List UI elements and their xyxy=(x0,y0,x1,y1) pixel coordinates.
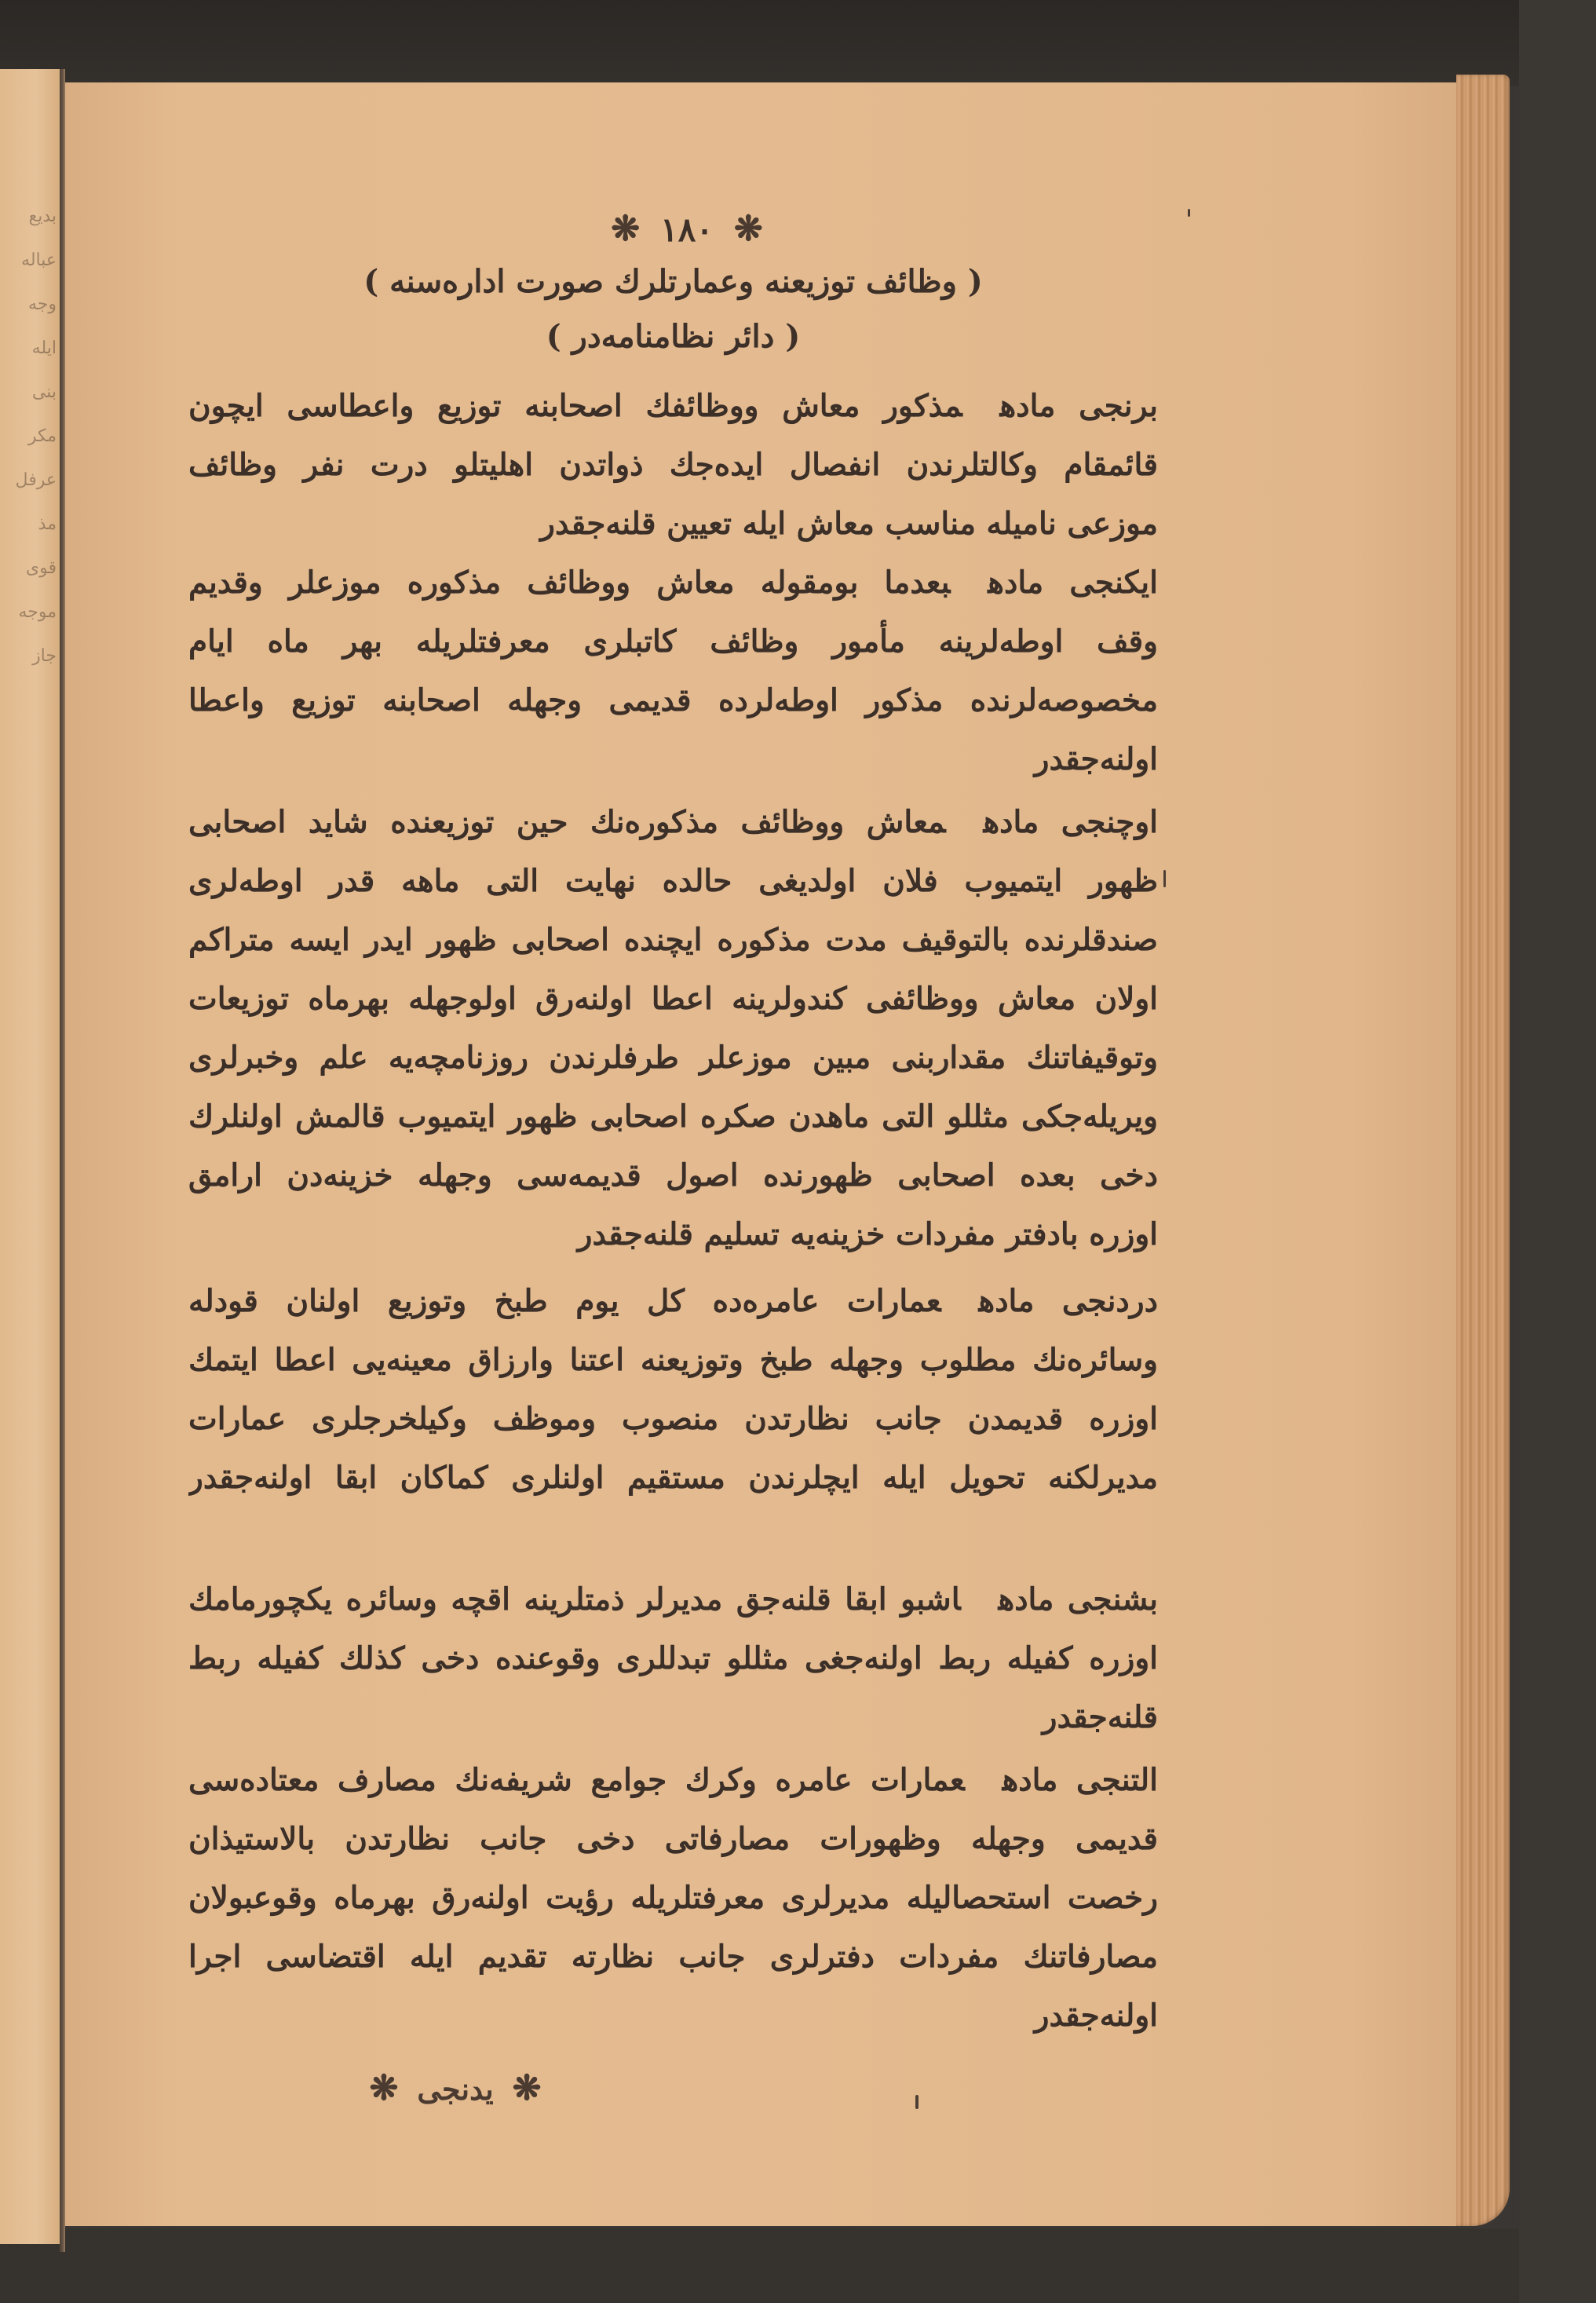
article-text-line: عمارات عامرەده كل یوم طبخ وتوزیع اولنان قودله xyxy=(188,1283,941,1319)
bleed-word: وجه xyxy=(27,294,57,314)
bleed-word: عرفل xyxy=(15,470,57,490)
article-text-line: وقف اوطەلرینه مأمور وظائف كاتبلری معرفتلریله بهر ماه ایام xyxy=(188,623,1158,660)
catchword: یدنجی xyxy=(417,2071,494,2107)
bleed-word: قوی xyxy=(25,558,57,578)
stray-mark xyxy=(915,2095,919,2109)
article-5 xyxy=(188,1570,1158,1747)
regulation-subtitle: ( دائر نظامنامەدر ) xyxy=(546,318,801,355)
article-text-line: معاش ووظائف مذكورەنك حین توزیعنده شاید اصحابی xyxy=(188,804,946,840)
article-text-line: عمارات عامره وكرك جوامع شریفەنك مصارف معتادەسی xyxy=(188,1762,965,1798)
book-gutter xyxy=(60,69,65,2252)
article-label: التنجی ماده xyxy=(1002,1762,1158,1798)
bleed-word: جاز xyxy=(32,646,57,666)
previous-page-text-bleed xyxy=(2,195,57,678)
bleed-word: بدیع xyxy=(28,207,57,226)
bleed-word: بنی xyxy=(31,382,57,402)
bleed-word: موجه xyxy=(18,602,57,622)
article-text-line: ویریلەجكی مثللو التی ماهدن صكرە اصحابی ظهور ایتمیوب قالمش اولنلرك xyxy=(188,1098,1158,1135)
article-label: بشنجی ماده xyxy=(998,1581,1158,1618)
article-text-line: اولنەجقدر xyxy=(1034,741,1158,777)
article-2 xyxy=(188,554,1158,789)
stray-mark xyxy=(1188,209,1190,217)
ornament-left-icon: ❋ xyxy=(369,2068,399,2108)
scanner-background-right xyxy=(1519,0,1596,2303)
article-text-line: اوزره كفیله ربط اولنەجغی مثللو تبدللری وقوعنده دخی كذلك كفیله ربط xyxy=(188,1640,1158,1676)
article-text-line: قلنەجقدر xyxy=(1042,1699,1158,1735)
ornament-right-icon: ❋ xyxy=(733,209,763,249)
article-text-line: اولنەجقدر xyxy=(1034,1998,1158,2034)
article-4 xyxy=(188,1272,1158,1508)
article-text-line: مخصوصەلرنده مذكور اوطەلرده قدیمی وجهله اصحابنه توزیع واعطا xyxy=(188,682,1158,718)
article-text-line: مذكور معاش ووظائفك اصحابنه توزیع واعطاسی ایچون xyxy=(188,388,962,424)
article-text-line: وتوقیفاتنك مقداربنی مبین موزعلر طرفلرندن روزنامچەیه علم وخبرلری xyxy=(188,1040,1158,1076)
ornament-right-icon: ❋ xyxy=(512,2068,542,2108)
article-text-line: اولان معاش ووظائفی كندولرینه اعطا اولنەرق اولوجهله بهرماه توزیعات xyxy=(188,981,1158,1017)
article-text-line: رخصت استحصالیله مدیرلری معرفتلریله رؤیت اولنەرق بهرماه وقوعبولان xyxy=(188,1880,1158,1916)
article-text-line: صندقلرنده بالتوقیف مدت مذكوره ایچنده اصحابی ظهور ایدر ایسه متراكم xyxy=(188,922,1158,958)
bleed-word: ایله xyxy=(31,338,57,358)
article-text-line: وسائرەنك مطلوب وجهله طبخ وتوزیعنه اعتنا وارزاق معینەیی اعطا ایتمك xyxy=(188,1342,1158,1378)
article-text-line: اوزره بادفتر مفردات خزینەیه تسلیم قلنەجقدر xyxy=(577,1216,1158,1252)
page-edges-stack xyxy=(1456,75,1510,2226)
previous-page-edge xyxy=(0,69,60,2244)
article-label: ایكنجی ماده xyxy=(988,565,1158,601)
stray-mark xyxy=(1163,870,1166,887)
article-text-line: مصارفاتنك مفردات دفترلری جانب نظارته تقدیم ایله اقتضاسی اجرا xyxy=(188,1939,1158,1975)
article-text-line: دخی بعده اصحابی ظهورنده اصول قدیمەسی وجهله خزینەدن ارامق xyxy=(188,1157,1158,1194)
catchword-footer xyxy=(338,2065,573,2112)
article-6 xyxy=(188,1751,1158,2045)
article-label: اوچنجی ماده xyxy=(983,804,1158,840)
article-text-line: بعدما بومقوله معاش ووظائف مذكوره موزعلر وقدیم xyxy=(188,565,951,601)
article-label: برنجی ماده xyxy=(999,388,1158,424)
scanner-background-top xyxy=(0,0,1596,86)
article-text-line: قائمقام وكالتلرندن انفصال ایدەجك ذواتدن اهلیتلو درت نفر وظائف xyxy=(188,447,1158,483)
article-text-line: اشبو ابقا قلنەجق مدیرلر ذمتلرینه اقچه وسائره یكچورمامك xyxy=(188,1581,961,1618)
article-text-line: ظهور ایتمیوب فلان اولدیغی حالده نهایت التی ماهه قدر اوطەلری xyxy=(188,863,1158,899)
page-number: ١٨٠ xyxy=(660,210,714,249)
bleed-word: مكر xyxy=(27,426,57,446)
ornament-left-icon: ❋ xyxy=(611,209,641,249)
article-label: دردنجی ماده xyxy=(978,1283,1158,1319)
article-text-line: مدیرلكنه تحویل ایله ایچلرندن مستقیم اولنلری كماكان ابقا اولنەجقدر xyxy=(188,1460,1158,1496)
page-number-header xyxy=(597,206,777,253)
article-3 xyxy=(188,793,1158,1264)
article-text-line: موزعی نامیله مناسب معاش ایله تعیین قلنەجقدر xyxy=(540,506,1158,542)
bleed-word: عباله xyxy=(21,250,57,270)
bleed-word: مذ xyxy=(38,514,57,534)
regulation-title: ( وظائف توزیعنه وعمارتلرك صورت ادارەسنه ) xyxy=(363,263,983,300)
article-text-line: اوزره قدیمدن جانب نظارتدن منصوب وموظف وكیلخرجلری عمارات xyxy=(188,1401,1158,1437)
article-1 xyxy=(188,377,1158,554)
article-text-line: قدیمی وجهله وظهورات مصارفاتی دخی جانب نظارتدن بالاستیذان xyxy=(188,1821,1158,1857)
scanner-background-bottom xyxy=(0,2228,1596,2303)
